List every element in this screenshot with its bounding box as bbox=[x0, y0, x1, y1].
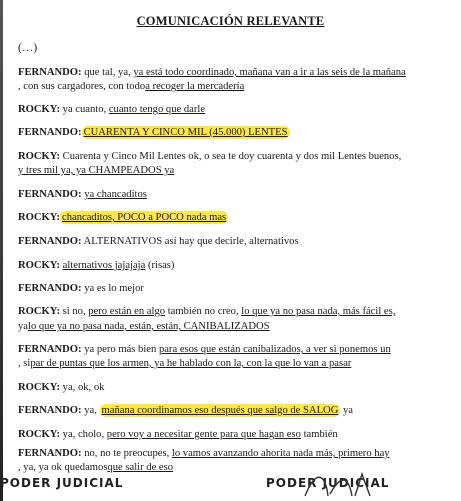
transcript-line bbox=[18, 211, 228, 225]
line-text: , con sus cargadores, con todo bbox=[18, 81, 146, 92]
speaker-name: FERNANDO: bbox=[18, 189, 82, 200]
transcript-line bbox=[18, 150, 401, 164]
transcript-line bbox=[18, 428, 338, 442]
line-text: para esos que están canibalizados, a ver si ponemos un bbox=[158, 344, 391, 355]
line-text: , si bbox=[18, 358, 31, 369]
speaker-name: ROCKY: bbox=[18, 429, 60, 440]
highlighted-text: CUARENTA Y CINCO MIL (45.000) LENTES bbox=[83, 127, 288, 138]
transcript-line bbox=[18, 404, 353, 418]
footer-stamp-left: PODER JUDICIAL bbox=[0, 476, 124, 490]
transcript-line bbox=[18, 188, 147, 202]
transcript-line bbox=[18, 259, 174, 273]
speaker-name: ROCKY: bbox=[18, 104, 60, 115]
line-text: ya bbox=[18, 321, 28, 332]
document-title: COMUNICACIÓN RELEVANTE bbox=[136, 14, 325, 28]
line-text: Cuarenta y Cinco Mil Lentes ok, o sea te doy cuarenta y dos mil Lentes buenos, bbox=[60, 151, 402, 162]
footer-stamp-right: PODER JUDICIAL bbox=[266, 476, 390, 490]
speaker-name: FERNANDO: bbox=[18, 236, 82, 247]
line-text: pero voy a necesitar gente para que hagan eso bbox=[106, 429, 301, 440]
line-text: ya chancaditos bbox=[84, 189, 147, 200]
speaker-name: ROCKY: bbox=[18, 382, 60, 393]
line-text: ya, ok, ok bbox=[60, 382, 105, 393]
highlighted-text: chancaditos, POCO a POCO nada mas bbox=[62, 212, 227, 223]
line-text: ya pero más bien bbox=[81, 344, 159, 355]
transcript-line bbox=[18, 235, 299, 249]
line-text: ya, cholo, bbox=[60, 429, 107, 440]
transcript-line bbox=[18, 461, 173, 475]
speaker-name: FERNANDO: bbox=[18, 344, 82, 355]
speaker-name: FERNANDO: bbox=[18, 283, 82, 294]
transcript-line bbox=[18, 447, 390, 461]
highlighted-text: mañana coordinamos eso después que salgo de SALOG bbox=[101, 405, 339, 416]
ellipsis: (…) bbox=[18, 42, 38, 54]
line-text: pero están en algo bbox=[88, 306, 166, 317]
transcript-line bbox=[18, 305, 395, 319]
speaker-name: ROCKY: bbox=[18, 260, 60, 271]
transcript-line bbox=[18, 357, 351, 371]
line-text: ya es lo mejor bbox=[81, 283, 144, 294]
speaker-name: FERNANDO: bbox=[18, 405, 82, 416]
transcript-line bbox=[18, 282, 144, 296]
line-text: que salir de eso bbox=[107, 462, 174, 473]
speaker-name: ROCKY: bbox=[18, 212, 60, 223]
transcript-line bbox=[18, 164, 174, 178]
line-text: cuanto tengo que darle bbox=[108, 104, 206, 115]
line-text: ya está todo coordinado, mañana van a ir a las seis de la mañana bbox=[133, 67, 406, 78]
line-text: y tres mil ya, ya CHAMPEADOS ya bbox=[18, 165, 175, 176]
line-text: a recoger la mercadería bbox=[145, 81, 245, 92]
transcript-line bbox=[18, 126, 290, 140]
transcript-line bbox=[18, 381, 104, 395]
speaker-name: FERNANDO: bbox=[18, 67, 82, 78]
line-text: lo que ya no pasa nada, más fácil es, bbox=[241, 306, 396, 317]
line-text: también no creo, bbox=[165, 306, 242, 317]
speaker-name: ROCKY: bbox=[18, 306, 60, 317]
scan-edge bbox=[0, 0, 3, 501]
line-text: lo vamos avanzando ahorita nada más, primero hay bbox=[171, 448, 390, 459]
speaker-name: FERNANDO: bbox=[18, 127, 82, 138]
transcript-line bbox=[18, 80, 244, 94]
line-text: (risas) bbox=[145, 260, 175, 271]
line-text: también bbox=[300, 429, 338, 440]
transcript-line bbox=[18, 103, 205, 117]
line-text: , ya, ya ok quedamos bbox=[18, 462, 108, 473]
line-text: no, no te preocupes, bbox=[81, 448, 172, 459]
line-text: ALTERNATIVOS así hay que decirle, alternativos bbox=[81, 236, 299, 247]
speaker-name: FERNANDO: bbox=[18, 448, 82, 459]
line-text: si no, bbox=[60, 306, 89, 317]
line-text: ya bbox=[340, 405, 354, 416]
line-text: que tal, ya, bbox=[81, 67, 134, 78]
line-text: lo que ya no pasa nada, están, están, CANIBALIZADOS bbox=[28, 321, 270, 332]
line-text: ya cuanto, bbox=[60, 104, 109, 115]
speaker-name: ROCKY: bbox=[18, 151, 60, 162]
line-text: ya, bbox=[81, 405, 100, 416]
signature-scribble bbox=[300, 466, 380, 501]
line-text: alternativos jajajaja bbox=[62, 260, 146, 271]
transcript-line bbox=[18, 343, 391, 357]
line-text: par de puntas que los armen, ya he hablado con la, con la que lo van a pasar bbox=[30, 358, 352, 369]
transcript-line bbox=[18, 320, 270, 334]
transcript-line bbox=[18, 66, 406, 80]
